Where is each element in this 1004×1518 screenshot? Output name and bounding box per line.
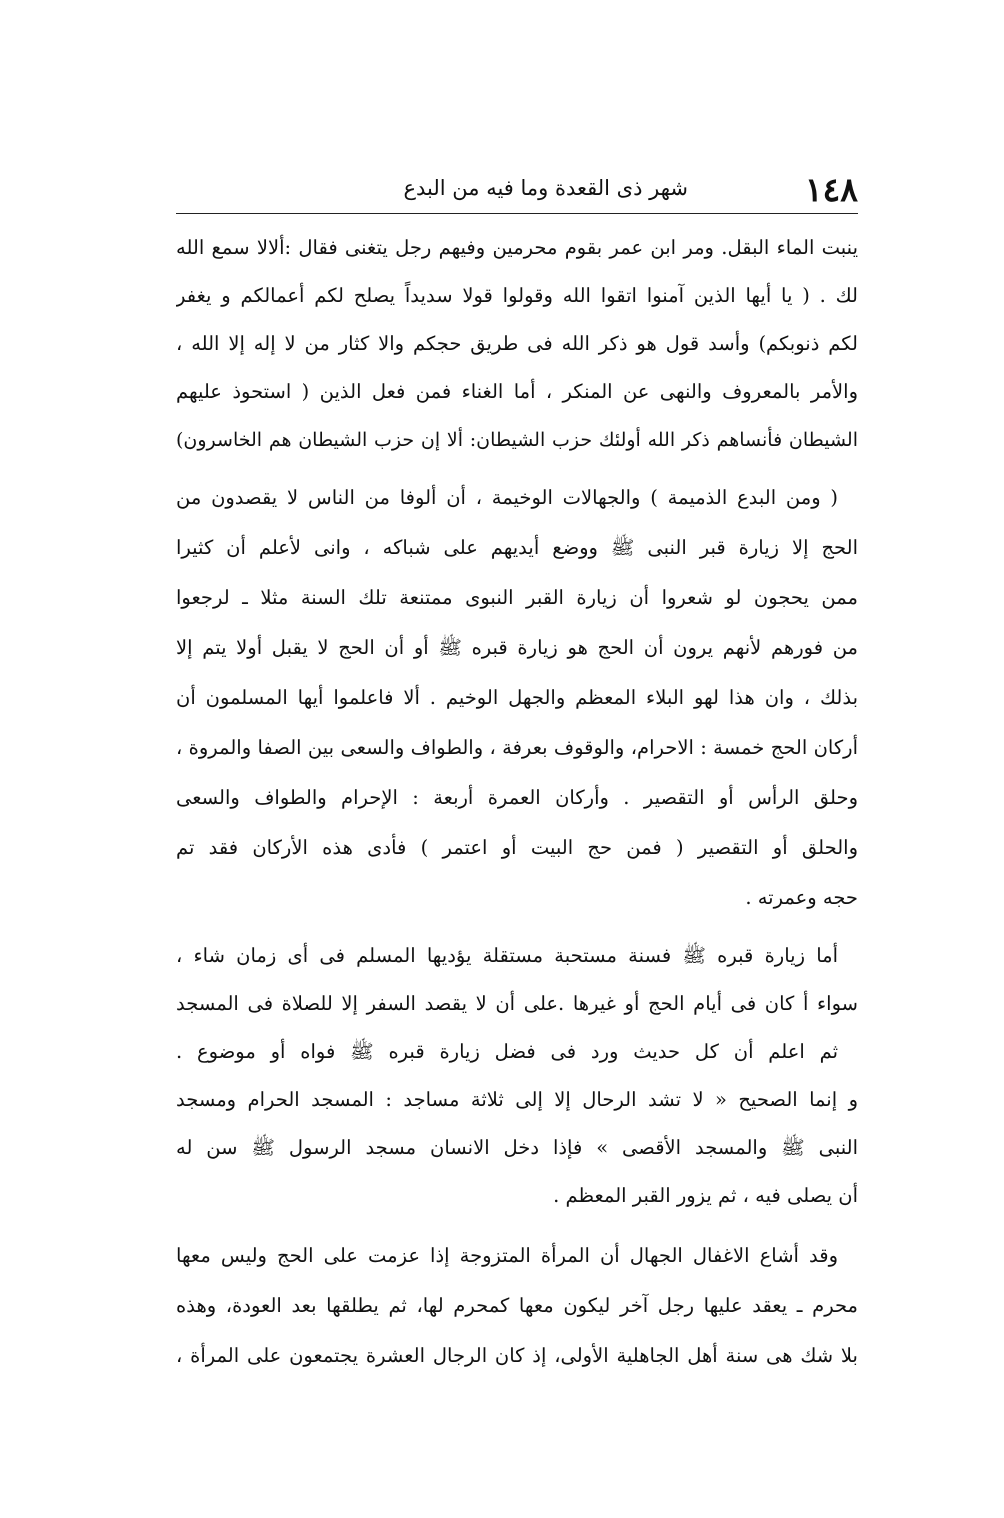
text-line: والحلق أو التقصير ( فمن حج البيت أو اعتمر ) فأدى هذه الأركان فقد تم [176,836,858,859]
text-line: بلا شك هى سنة أهل الجاهلية الأولى، إذ كان الرجال العشرة يجتمعون على المرأة ، [176,1344,858,1367]
running-title: شهر ذى القعدة وما فيه من البدع [403,176,688,200]
text-line: بذلك ، وان هذا لهو البلاء المعظم والجهل الوخيم . ألا فاعلموا أيها المسلمون أن [176,686,858,709]
text-line: النبى ﷺ والمسجد الأقصى » فإذا دخل الانسان مسجد الرسول ﷺ سن له [176,1136,858,1159]
text-line: وحلق الرأس أو التقصير . وأركان العمرة أربعة : الإحرام والطواف والسعى [176,786,858,809]
text-line: أما زيارة قبره ﷺ فسنة مستحبة مستقلة يؤديها المسلم فى أى زمان شاء ، [176,944,838,967]
page-header [176,168,858,210]
text-line: لك . ( يا أيها الذين آمنوا اتقوا الله وقولوا قولا سديداً يصلح لكم أعمالكم و يغفر [176,284,858,307]
text-line: ( ومن البدع الذميمة ) والجهالات الوخيمة ، أن ألوفا من الناس لا يقصدون من [176,486,838,509]
header-rule [176,213,858,214]
text-line: من فورهم لأنهم يرون أن الحج هو زيارة قبره ﷺ أو أن الحج لا يقبل أولا يتم إلا [176,636,858,659]
text-line: و إنما الصحيح « لا تشد الرحال إلا إلى ثلاثة مساجد : المسجد الحرام ومسجد [176,1088,858,1111]
text-line: محرم ـ يعقد عليها رجل آخر ليكون معها كمحرم لها، ثم يطلقها بعد العودة، وهذه [176,1294,858,1317]
text-line: ثم اعلم أن كل حديث ورد فى فضل زيارة قبره ﷺ فواه أو موضوع . [176,1040,838,1063]
page-number: ١٤٨ [804,170,858,209]
text-line: وقد أشاع الاغفال الجهال أن المرأة المتزوجة إذا عزمت على الحج وليس معها [176,1244,838,1267]
text-line: أن يصلى فيه ، ثم يزور القبر المعظم . [553,1184,858,1207]
text-line: أركان الحج خمسة : الاحرام، والوقوف بعرفة ، والطواف والسعى بين الصفا والمروة ، [176,736,858,759]
text-line: لكم ذنوبكم) وأسد قول هو ذكر الله فى طريق حجكم والا كثار من لا إله إلا الله ، [176,332,858,355]
text-line: سواء أ كان فى أيام الحج أو غيرها .على أن لا يقصد السفر إلا للصلاة فى المسجد [176,992,858,1015]
text-line: ممن يحجون لو شعروا أن زيارة القبر النبوى ممتنعة تلك السنة مثلا ـ لرجعوا [176,586,858,609]
text-line: الحج إلا زيارة قبر النبى ﷺ ووضع أيديهم على شباكه ، وانى لأعلم أن كثيرا [176,536,858,559]
text-line: الشيطان فأنساهم ذكر الله أولئك حزب الشيطان: ألا إن حزب الشيطان هم الخاسرون) [176,429,858,451]
text-line: والأمر بالمعروف والنهى عن المنكر ، أما الغناء فمن فعل الذين ( استحوذ عليهم [176,380,858,403]
text-line: حجه وعمرته . [745,886,858,909]
text-line: ينبت الماء البقل. ومر ابن عمر بقوم محرمين وفيهم رجل يتغنى فقال :ألالا سمع الله [176,236,858,259]
